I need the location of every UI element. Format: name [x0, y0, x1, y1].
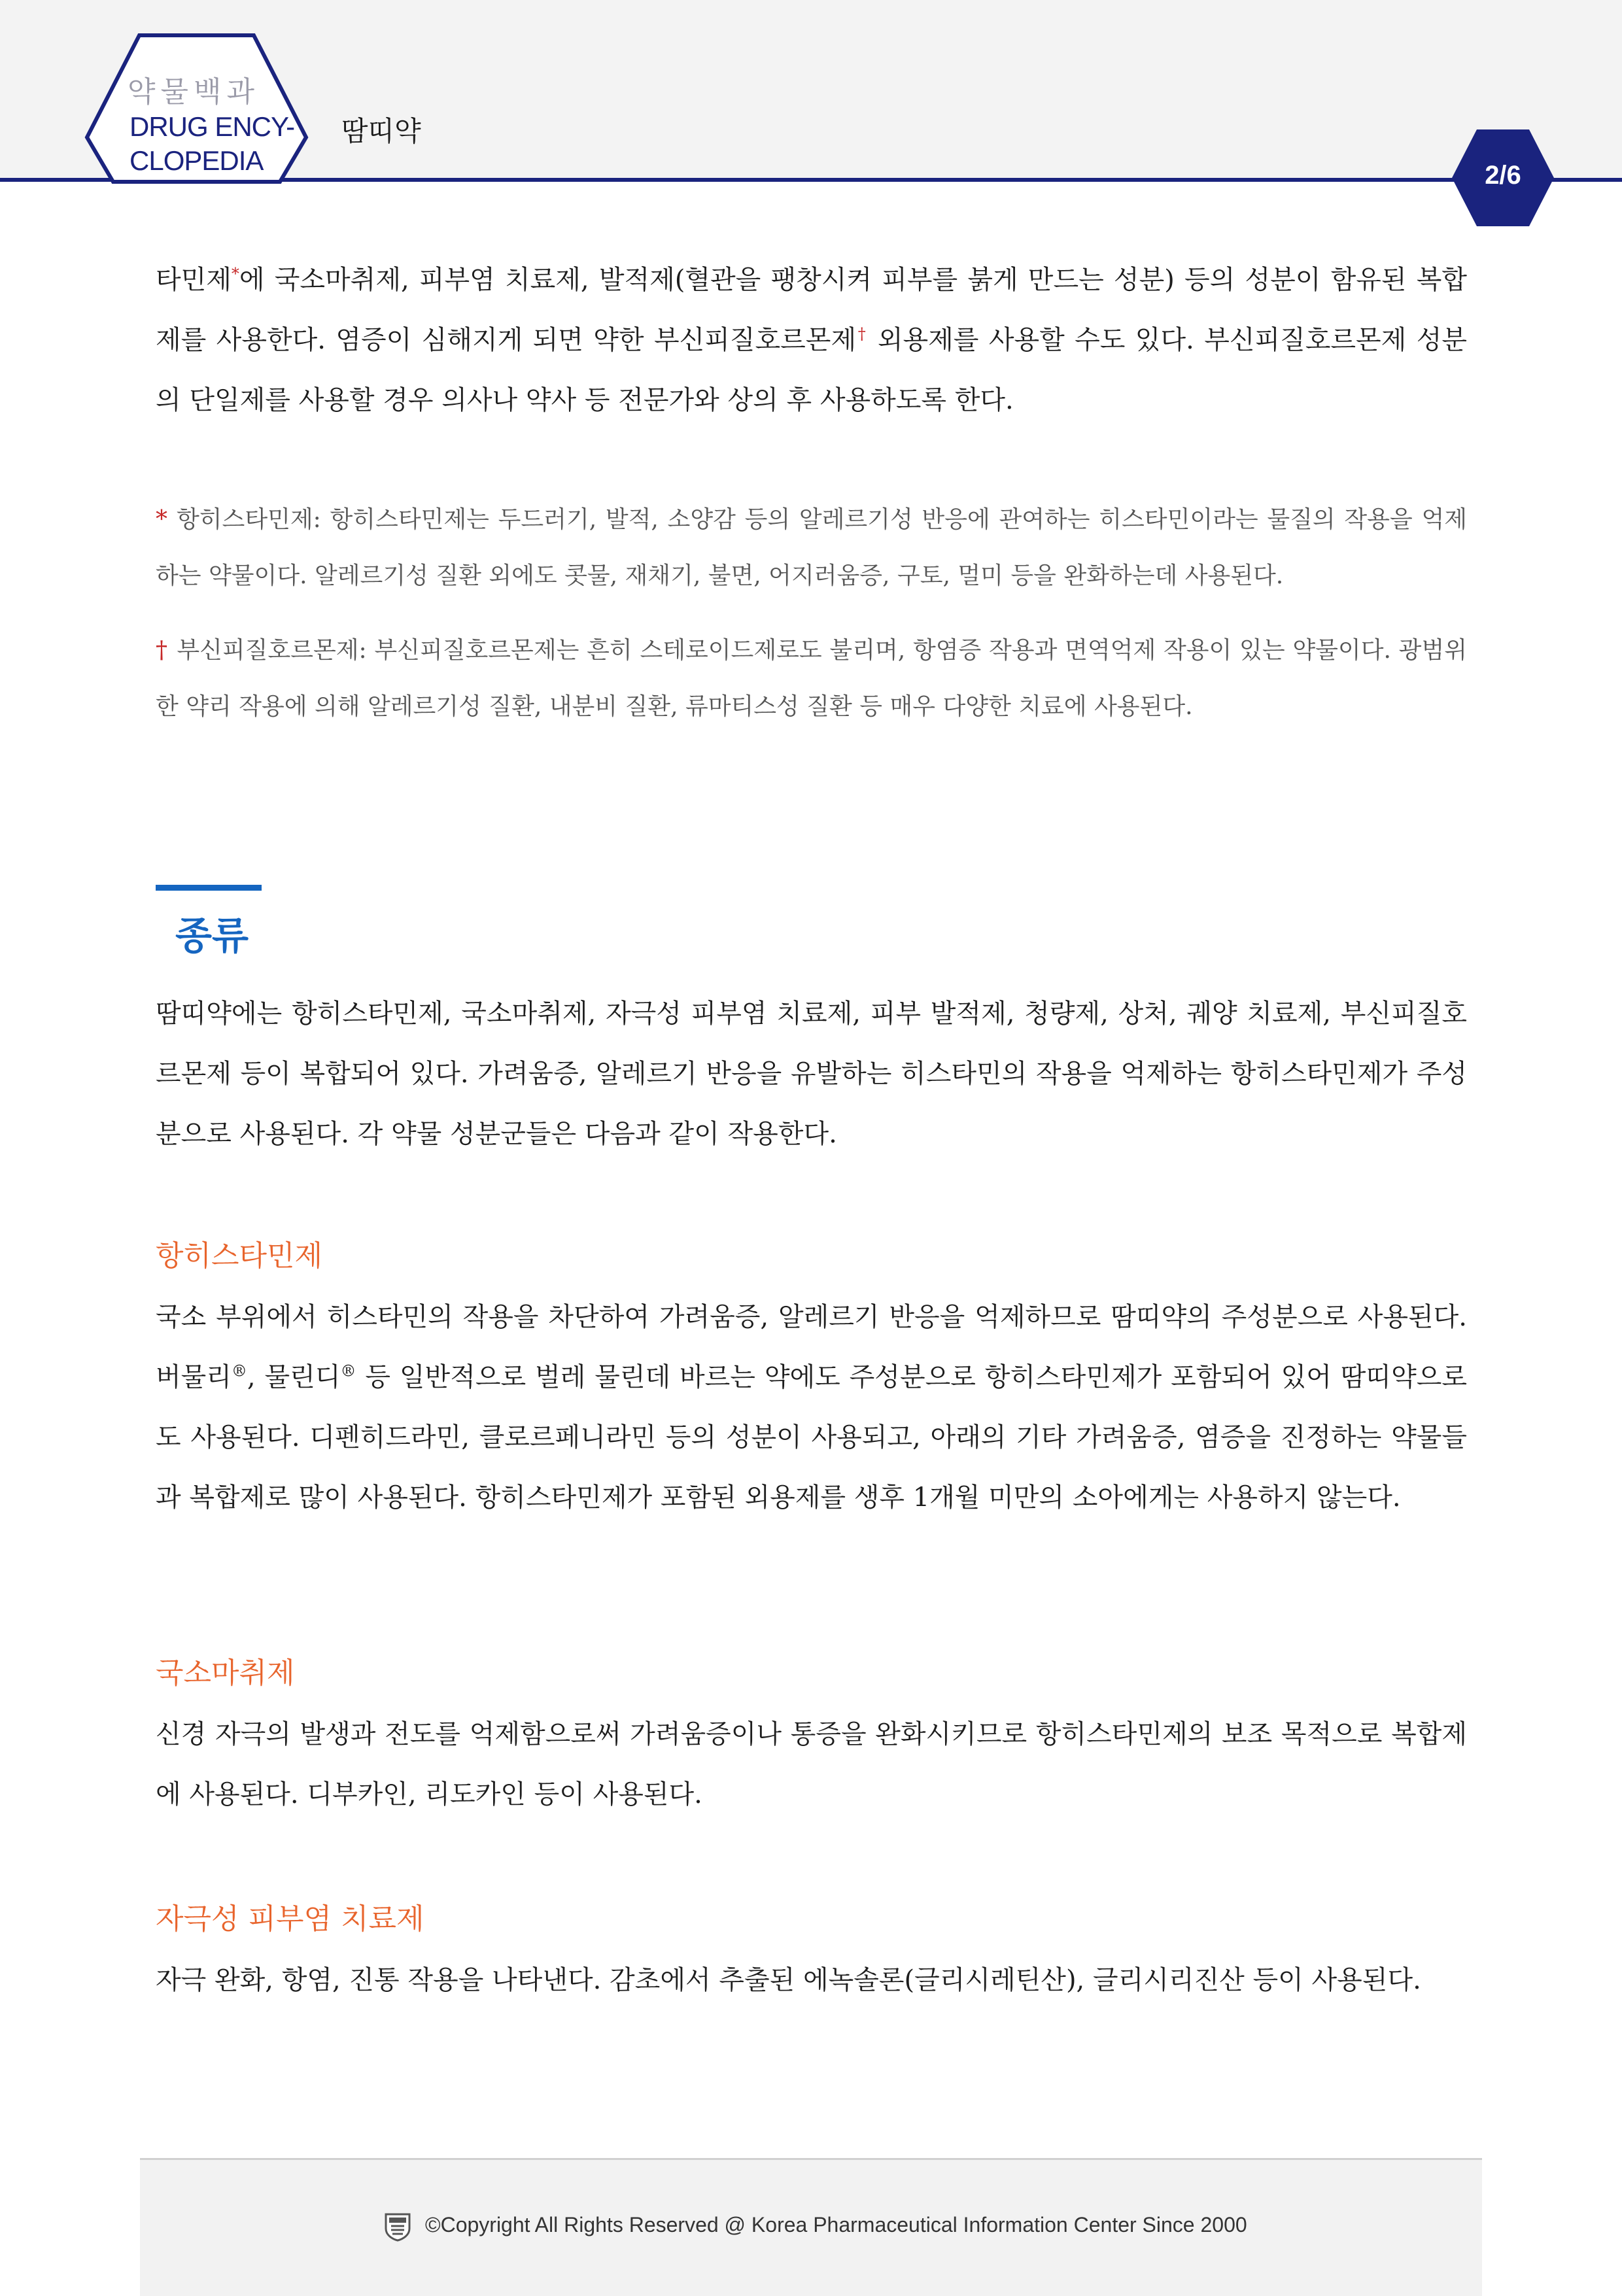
subsection-title-antihistamine: 항히스타민제 — [156, 1239, 323, 1273]
footnote-text: 항히스타민제: 항히스타민제는 두드러기, 발적, 소양감 등의 알레르기성 반응에 관여하는 히스타민이라는 물질의 작용을 억제하는 약물이다. 알레르기성 질환 외에도 콧물, 재채기, 불면, 어지러움증, 구토, 멀미 등을 완화하는데 사용된다. — [156, 506, 1467, 589]
registered-mark: ® — [231, 1362, 247, 1380]
subsection-text-local-anesthetic: 신경 자극의 발생과 전도를 억제함으로써 가려움증이나 통증을 완화시키므로 항히스타민제의 보조 목적으로 복합제에 사용된다. 디부카인, 리도카인 등이 사용된다. — [156, 1719, 1467, 1809]
intro-text-2: 에 국소마취제, 피부염 치료제, 발적제(혈관을 팽창시켜 피부를 붉게 만드는 성분) 등의 성분이 함유된 복합제를 사용한다. 염증이 심해지게 되면 약한 부신피질호르몬제 — [156, 265, 1467, 355]
antihistamine-text-3: 등 일반적으로 벌레 물린데 바르는 약에도 주성분으로 항히스타민제가 포함되어 있어 땀띠약으로도 사용된다. 디펜히드라민, 클로르페니라민 등의 성분이 사용되고, 아래의 기타 가려움증, 염증을 진정하는 약물들과 복합제로 많이 사용된다. 항히스타민제가 포함된 외용제를 생후 1개월 미만의 소아에게는 사용하지 않는다. — [156, 1362, 1467, 1513]
footnote-text: 부신피질호르몬제: 부신피질호르몬제는 흔히 스테로이드제로도 불리며, 항염증 작용과 면역억제 작용이 있는 약물이다. 광범위한 약리 작용에 의해 알레르기성 질환, 내분비 질환, 류마티스성 질환 등 매우 다양한 치료에 사용된다. — [156, 637, 1467, 720]
logo-korean-text: 약물백과 — [128, 75, 260, 109]
footnote-corticosteroid — [156, 623, 1467, 735]
antihistamine-text-2: , 물린디 — [247, 1362, 341, 1392]
logo-en-line1: DRUG ENCY- — [129, 111, 295, 142]
page-indicator: 2/6 — [1485, 161, 1521, 190]
intro-paragraph — [156, 250, 1467, 430]
section-intro-paragraph: 땀띠약에는 항히스타민제, 국소마취제, 자극성 피부염 치료제, 피부 발적제, 청량제, 상처, 궤양 치료제, 부신피질호르몬제 등이 복합되어 있다. 가려움증, 알레르기 반응을 유발하는 히스타민의 작용을 억제하는 항히스타민제가 주성분으로 사용된다. 각 약물 성분군들은 다음과 같이 작용한다. — [156, 999, 1467, 1149]
subsection-text-antihistamine — [156, 1287, 1467, 1528]
subsection-title-dermatitis: 자극성 피부염 치료제 — [156, 1902, 424, 1936]
logo-en-line2: CLOPEDIA — [129, 145, 264, 176]
intro-text-1: 타민제 — [156, 265, 232, 295]
intro-text-3: 외용제를 사용할 수도 있다. 부신피질호르몬제 성분의 단일제를 사용할 경우 의사나 약사 등 전문가와 상의 후 사용하도록 한다. — [156, 325, 1467, 415]
section-accent-bar — [156, 885, 262, 891]
footer-copyright: ©Copyright All Rights Reserved @ Korea Pharmaceutical Information Center Since 2000 — [425, 2213, 1247, 2236]
logo-english-text — [129, 110, 294, 178]
footnote-mark: * — [156, 506, 167, 533]
subsection-text-dermatitis: 자극 완화, 항염, 진통 작용을 나타낸다. 감초에서 추출된 에녹솔론(글리시레틴산), 글리시리진산 등이 사용된다. — [156, 1965, 1421, 1995]
footnote-antihistamine — [156, 492, 1467, 604]
footnote-mark-dagger: † — [856, 324, 868, 343]
footnote-mark-asterisk: * — [231, 264, 239, 283]
footnote-mark: † — [156, 637, 168, 664]
document-title: 땀띠약 — [341, 115, 421, 147]
antihistamine-text-1: 국소 부위에서 히스타민의 작용을 차단하여 가려움증, 알레르기 반응을 억제하므로 땀띠약의 주성분으로 사용된다. 버물리 — [156, 1302, 1467, 1392]
kpic-shield-icon — [383, 2212, 412, 2242]
registered-mark: ® — [340, 1362, 356, 1380]
subsection-title-local-anesthetic: 국소마취제 — [156, 1656, 295, 1690]
section-title: 종류 — [175, 914, 249, 958]
